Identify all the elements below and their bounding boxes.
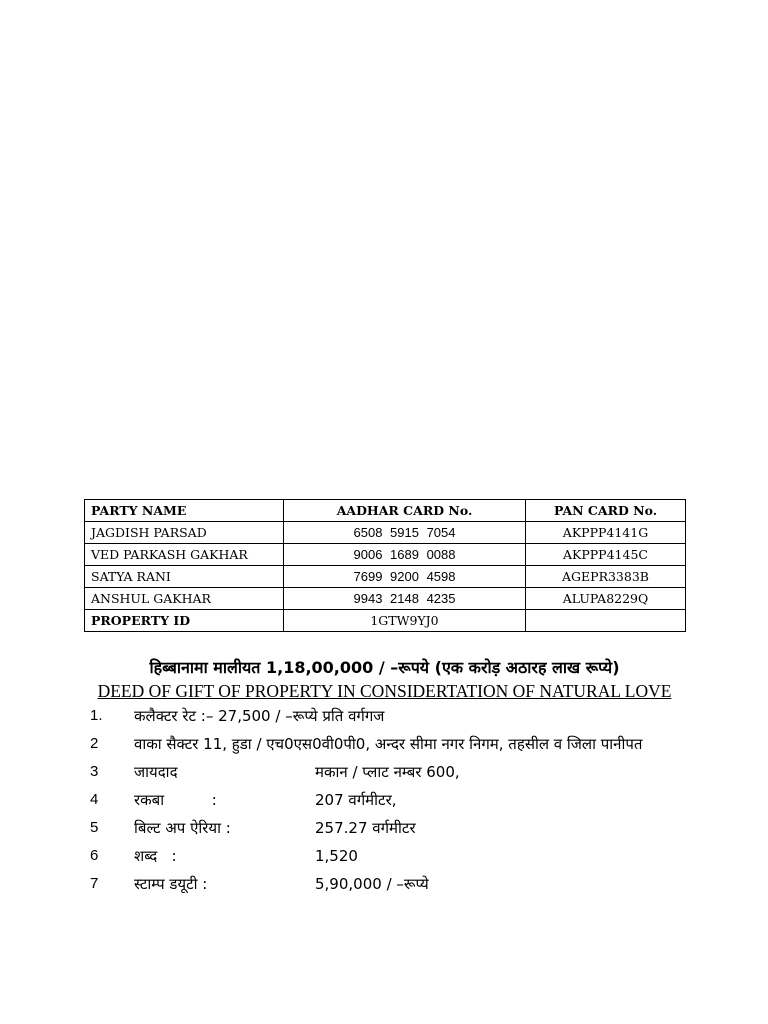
list-item bbox=[90, 870, 690, 898]
item-label: जायदाद bbox=[134, 763, 178, 781]
aadhar-cell: 6508 5915 7054 bbox=[284, 522, 526, 544]
item-number: 6 bbox=[90, 847, 99, 864]
list-item bbox=[90, 730, 690, 758]
property-details-list bbox=[90, 702, 690, 898]
property-id-row bbox=[85, 610, 686, 632]
aadhar-cell: 9943 2148 4235 bbox=[284, 588, 526, 610]
list-item bbox=[90, 786, 690, 814]
table-row bbox=[85, 566, 686, 588]
table-header-row bbox=[85, 500, 686, 522]
pan-cell: AKPPP4145C bbox=[526, 544, 686, 566]
list-item bbox=[90, 758, 690, 786]
list-item bbox=[90, 842, 690, 870]
list-item bbox=[90, 814, 690, 842]
hindi-deed-title: हिब्बानामा मालीयत 1,18,00,000 / –रूपये (एक करोड़ अठारह लाख रूप्ये) bbox=[149, 658, 620, 677]
party-details-table bbox=[84, 499, 686, 632]
item-label: वाका सैक्टर 11, हुडा / एच0एस0वी0पी0, अन्दर सीमा नगर निगम, तहसील व जिला पानीपत bbox=[134, 735, 643, 753]
party-name-cell: JAGDISH PARSAD bbox=[85, 522, 284, 544]
aadhar-cell: 9006 1689 0088 bbox=[284, 544, 526, 566]
party-name-cell: SATYA RANI bbox=[85, 566, 284, 588]
item-value: 257.27 वर्गमीटर bbox=[315, 819, 416, 837]
item-value: 207 वर्गमीटर, bbox=[315, 791, 397, 809]
table-row bbox=[85, 588, 686, 610]
pan-cell: AKPPP4141G bbox=[526, 522, 686, 544]
property-id-label: PROPERTY ID bbox=[85, 610, 284, 632]
property-id-pan-empty bbox=[526, 610, 686, 632]
item-number: 2 bbox=[90, 735, 99, 752]
table-row bbox=[85, 544, 686, 566]
aadhar-cell: 7699 9200 4598 bbox=[284, 566, 526, 588]
english-deed-title: DEED OF GIFT OF PROPERTY IN CONSIDERTATION OF NATURAL LOVE bbox=[97, 681, 672, 701]
list-item bbox=[90, 702, 690, 730]
party-name-cell: VED PARKASH GAKHAR bbox=[85, 544, 284, 566]
header-party-name: PARTY NAME bbox=[85, 500, 284, 522]
header-pan: PAN CARD No. bbox=[526, 500, 686, 522]
item-label: कलैक्टर रेट :– 27,500 / –रूप्ये प्रति वर्गगज bbox=[134, 707, 385, 725]
pan-cell: AGEPR3383B bbox=[526, 566, 686, 588]
item-value: 1,520 bbox=[315, 847, 358, 865]
item-label: रकबा : bbox=[134, 791, 217, 809]
item-value: मकान / प्लाट नम्बर 600, bbox=[315, 763, 460, 781]
item-label: शब्द : bbox=[134, 847, 177, 865]
item-label: बिल्ट अप ऐरिया : bbox=[134, 819, 231, 837]
item-number: 3 bbox=[90, 763, 99, 780]
item-value: 5,90,000 / –रूप्ये bbox=[315, 875, 429, 893]
party-name-cell: ANSHUL GAKHAR bbox=[85, 588, 284, 610]
table-row bbox=[85, 522, 686, 544]
item-label: स्टाम्प डयूटी : bbox=[134, 875, 208, 893]
property-id-value: 1GTW9YJ0 bbox=[284, 610, 526, 632]
pan-cell: ALUPA8229Q bbox=[526, 588, 686, 610]
item-number: 1. bbox=[90, 707, 103, 724]
item-number: 7 bbox=[90, 875, 99, 892]
item-number: 4 bbox=[90, 791, 99, 808]
header-aadhar: AADHAR CARD No. bbox=[284, 500, 526, 522]
item-number: 5 bbox=[90, 819, 99, 836]
